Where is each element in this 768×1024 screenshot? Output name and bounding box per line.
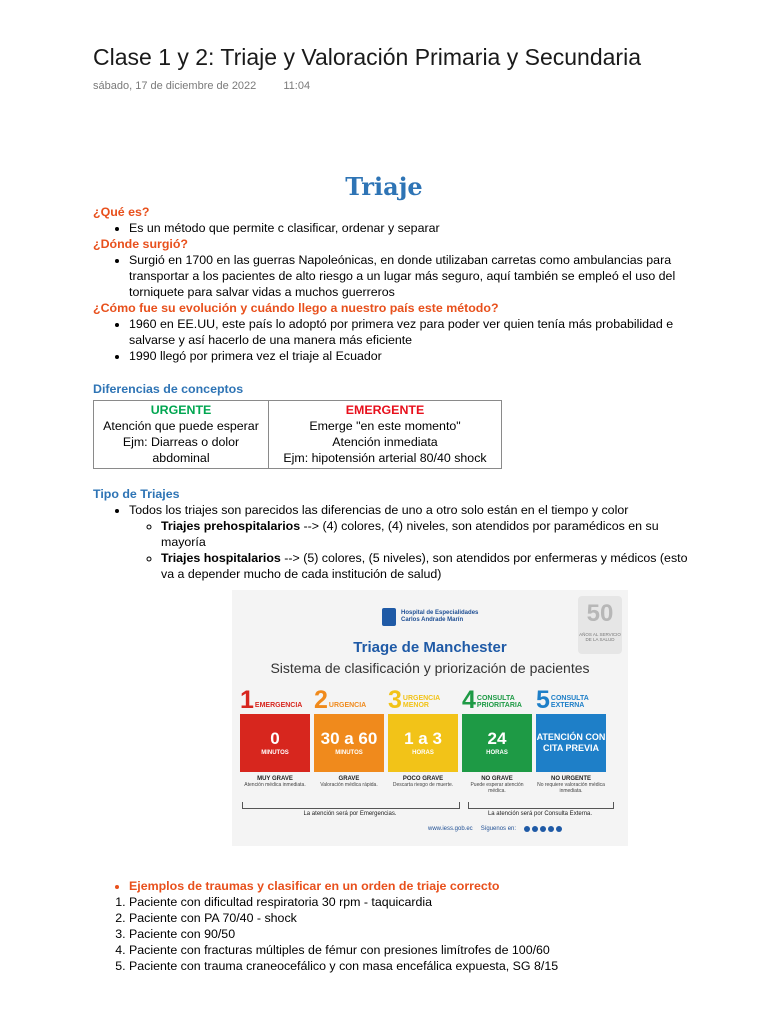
list-item xyxy=(161,550,693,582)
note-emergencias: La atención será por Emergencias. xyxy=(303,811,397,817)
level-number: 1 xyxy=(240,686,254,714)
website-text: www.iess.gob.ec xyxy=(428,826,473,832)
social-icon xyxy=(532,826,538,832)
list-item: 4. Paciente con fracturas múltiples de fémur con presiones limítrofes de 100/60 xyxy=(129,942,693,958)
hospital-logo-icon xyxy=(382,608,396,626)
question-donde-surgio: ¿Dónde surgió? xyxy=(93,237,188,251)
note-consulta-externa: La atención será por Consulta Externa. xyxy=(487,811,593,817)
level-description: No requiere valoración médica inmediata. xyxy=(537,782,605,794)
heading-diferencias: Diferencias de conceptos xyxy=(93,382,244,396)
emergente-line: Ejm: hipotensión arterial 80/40 shock xyxy=(283,451,487,465)
level-severity: NO URGENTE xyxy=(550,776,591,782)
emergente-line: Emerge "en este momento" xyxy=(309,419,461,433)
list-item: • Es un método que permite c clasificar, ordenar y separar xyxy=(129,220,693,236)
infographic-subtitle: Sistema de clasificación y priorización de pacientes xyxy=(270,660,590,676)
level-value: 24 xyxy=(487,728,507,748)
social-icon xyxy=(524,826,530,832)
examples-heading: • Ejemplos de traumas y clasificar en un orden de triaje correcto xyxy=(129,878,693,894)
level-severity: MUY GRAVE xyxy=(257,776,293,782)
tipos-list xyxy=(93,502,693,582)
document-body xyxy=(93,204,693,582)
list-item: 5. Paciente con trauma craneocefálico y con masa encefálica expuesta, SG 8/15 xyxy=(129,958,693,974)
level-description: Valoración médica rápida. xyxy=(320,782,378,788)
heading-tipos: Tipo de Triajes xyxy=(93,487,180,501)
list-item: • 1960 en EE.UU, este país lo adoptó por primera vez para poder ver quien tenía más probabilidad e salvarse y así hacerlo de una manera más eficiente xyxy=(129,316,693,348)
emergente-line: Atención inmediata xyxy=(332,435,438,449)
level-unit: HORAS xyxy=(412,749,434,756)
anniversary-text: AÑOS AL SERVICIO DE LA SALUD xyxy=(579,632,621,642)
infographic-footer xyxy=(428,826,562,832)
hospital-line: Hospital de Especialidades xyxy=(401,610,479,616)
social-icon xyxy=(548,826,554,832)
answer-list-que-es xyxy=(93,220,693,236)
level-name: CONSULTA EXTERNA xyxy=(550,695,589,709)
list-item xyxy=(161,518,693,550)
section-title-triaje: Triaje xyxy=(345,172,423,201)
level-name: URGENCIA xyxy=(328,702,367,709)
level-box xyxy=(462,714,532,772)
triage-level xyxy=(314,688,384,794)
examples-list xyxy=(93,894,693,974)
level-box xyxy=(388,714,458,772)
level-number: 5 xyxy=(536,686,550,714)
level-unit: MINUTOS xyxy=(261,749,289,756)
answer-list-donde-surgio xyxy=(93,252,693,300)
differences-table xyxy=(93,400,502,469)
triage-levels xyxy=(240,688,606,794)
level-number: 4 xyxy=(462,686,476,714)
page-date: sábado, 17 de diciembre de 2022 xyxy=(93,80,257,92)
level-name: CONSULTA PRIORITARIA xyxy=(476,695,522,709)
page-time: 11:04 xyxy=(283,80,311,92)
urgente-cell xyxy=(94,401,269,469)
tipos-sublist xyxy=(129,518,693,582)
emergente-header: EMERGENTE xyxy=(345,403,425,417)
triage-level xyxy=(388,688,458,794)
hospital-brand xyxy=(382,608,478,626)
urgente-header: URGENTE xyxy=(150,403,212,417)
level-box xyxy=(314,714,384,772)
level-value: 1 a 3 xyxy=(404,728,442,748)
urgente-line: Atención que puede esperar xyxy=(103,419,259,433)
level-severity: POCO GRAVE xyxy=(402,776,444,782)
examples-section xyxy=(93,878,693,974)
level-description: Puede esperar atención médica. xyxy=(470,782,524,794)
level-severity: NO GRAVE xyxy=(481,776,513,782)
level-value: 0 xyxy=(270,728,280,748)
level-number: 2 xyxy=(314,686,328,714)
level-name: EMERGENCIA xyxy=(254,702,303,709)
text-hospitalarios: --> (5) colores, (5 niveles), son atendidos por enfermeras y médicos (esto va a depender mucho de cada institución de salud) xyxy=(161,551,688,581)
level-description: Atención médica inmediata. xyxy=(244,782,306,788)
urgente-line: Ejm: Diarreas o dolor abdominal xyxy=(122,435,240,465)
question-evolucion: ¿Cómo fue su evolución y cuándo llego a nuestro país este método? xyxy=(93,301,499,315)
text-prehospitalarios: --> (4) colores, (4) niveles, son atendidos por paramédicos en su mayoría xyxy=(161,519,659,549)
list-item: • Surgió en 1700 en las guerras Napoleónicas, en donde utilizaban carretas como ambulancias para transportar a los pacientes de alto riesgo a un lugar más seguro, aquí también se empleó el uso del torniquete para salvar vidas a muchos guerreros xyxy=(129,252,693,300)
list-item: 3. Paciente con 90/50 xyxy=(129,926,693,942)
infographic-title: Triage de Manchester xyxy=(353,639,507,656)
list-item xyxy=(129,502,693,582)
bracket-consulta-externa xyxy=(468,802,614,809)
follow-text: Síguenos en: xyxy=(480,826,517,832)
label-hospitalarios: Triajes hospitalarios xyxy=(161,551,281,565)
label-prehospitalarios: Triajes prehospitalarios xyxy=(161,519,301,533)
level-name: URGENCIA MENOR xyxy=(402,695,440,709)
social-icons xyxy=(524,826,562,832)
emergente-cell xyxy=(269,401,502,469)
hospital-line: Carlos Andrade Marín xyxy=(401,617,464,623)
list-item: • 1990 llegó por primera vez el triaje al Ecuador xyxy=(129,348,693,364)
tipos-intro: Todos los triajes son parecidos las diferencias de uno a otro solo están en el tiempo y color xyxy=(129,503,629,517)
page-title: Clase 1 y 2: Triaje y Valoración Primaria y Secundaria xyxy=(93,44,641,70)
question-que-es: ¿Qué es? xyxy=(93,205,150,219)
triage-level xyxy=(240,688,310,794)
hospital-name xyxy=(401,610,478,624)
manchester-infographic xyxy=(232,590,628,846)
list-item: 1. Paciente con dificultad respiratoria 30 rpm - taquicardia xyxy=(129,894,693,910)
level-box xyxy=(240,714,310,772)
page-meta xyxy=(93,80,310,92)
level-unit: MINUTOS xyxy=(335,749,363,756)
level-box xyxy=(536,714,606,772)
answer-list-evolucion xyxy=(93,316,693,364)
anniversary-number: 50 xyxy=(586,600,614,627)
level-severity: GRAVE xyxy=(338,776,360,782)
level-unit: HORAS xyxy=(486,749,508,756)
examples-heading-list xyxy=(93,878,693,894)
triage-level xyxy=(536,688,606,794)
social-icon xyxy=(540,826,546,832)
triage-level xyxy=(462,688,532,794)
level-note: ATENCIÓN CON CITA PREVIA xyxy=(536,732,606,753)
level-value: 30 a 60 xyxy=(320,728,378,748)
level-description: Descarta riesgo de muerte. xyxy=(392,782,454,788)
list-item: 2. Paciente con PA 70/40 - shock xyxy=(129,910,693,926)
social-icon xyxy=(556,826,562,832)
level-number: 3 xyxy=(388,686,402,714)
bracket-emergencias xyxy=(242,802,460,809)
